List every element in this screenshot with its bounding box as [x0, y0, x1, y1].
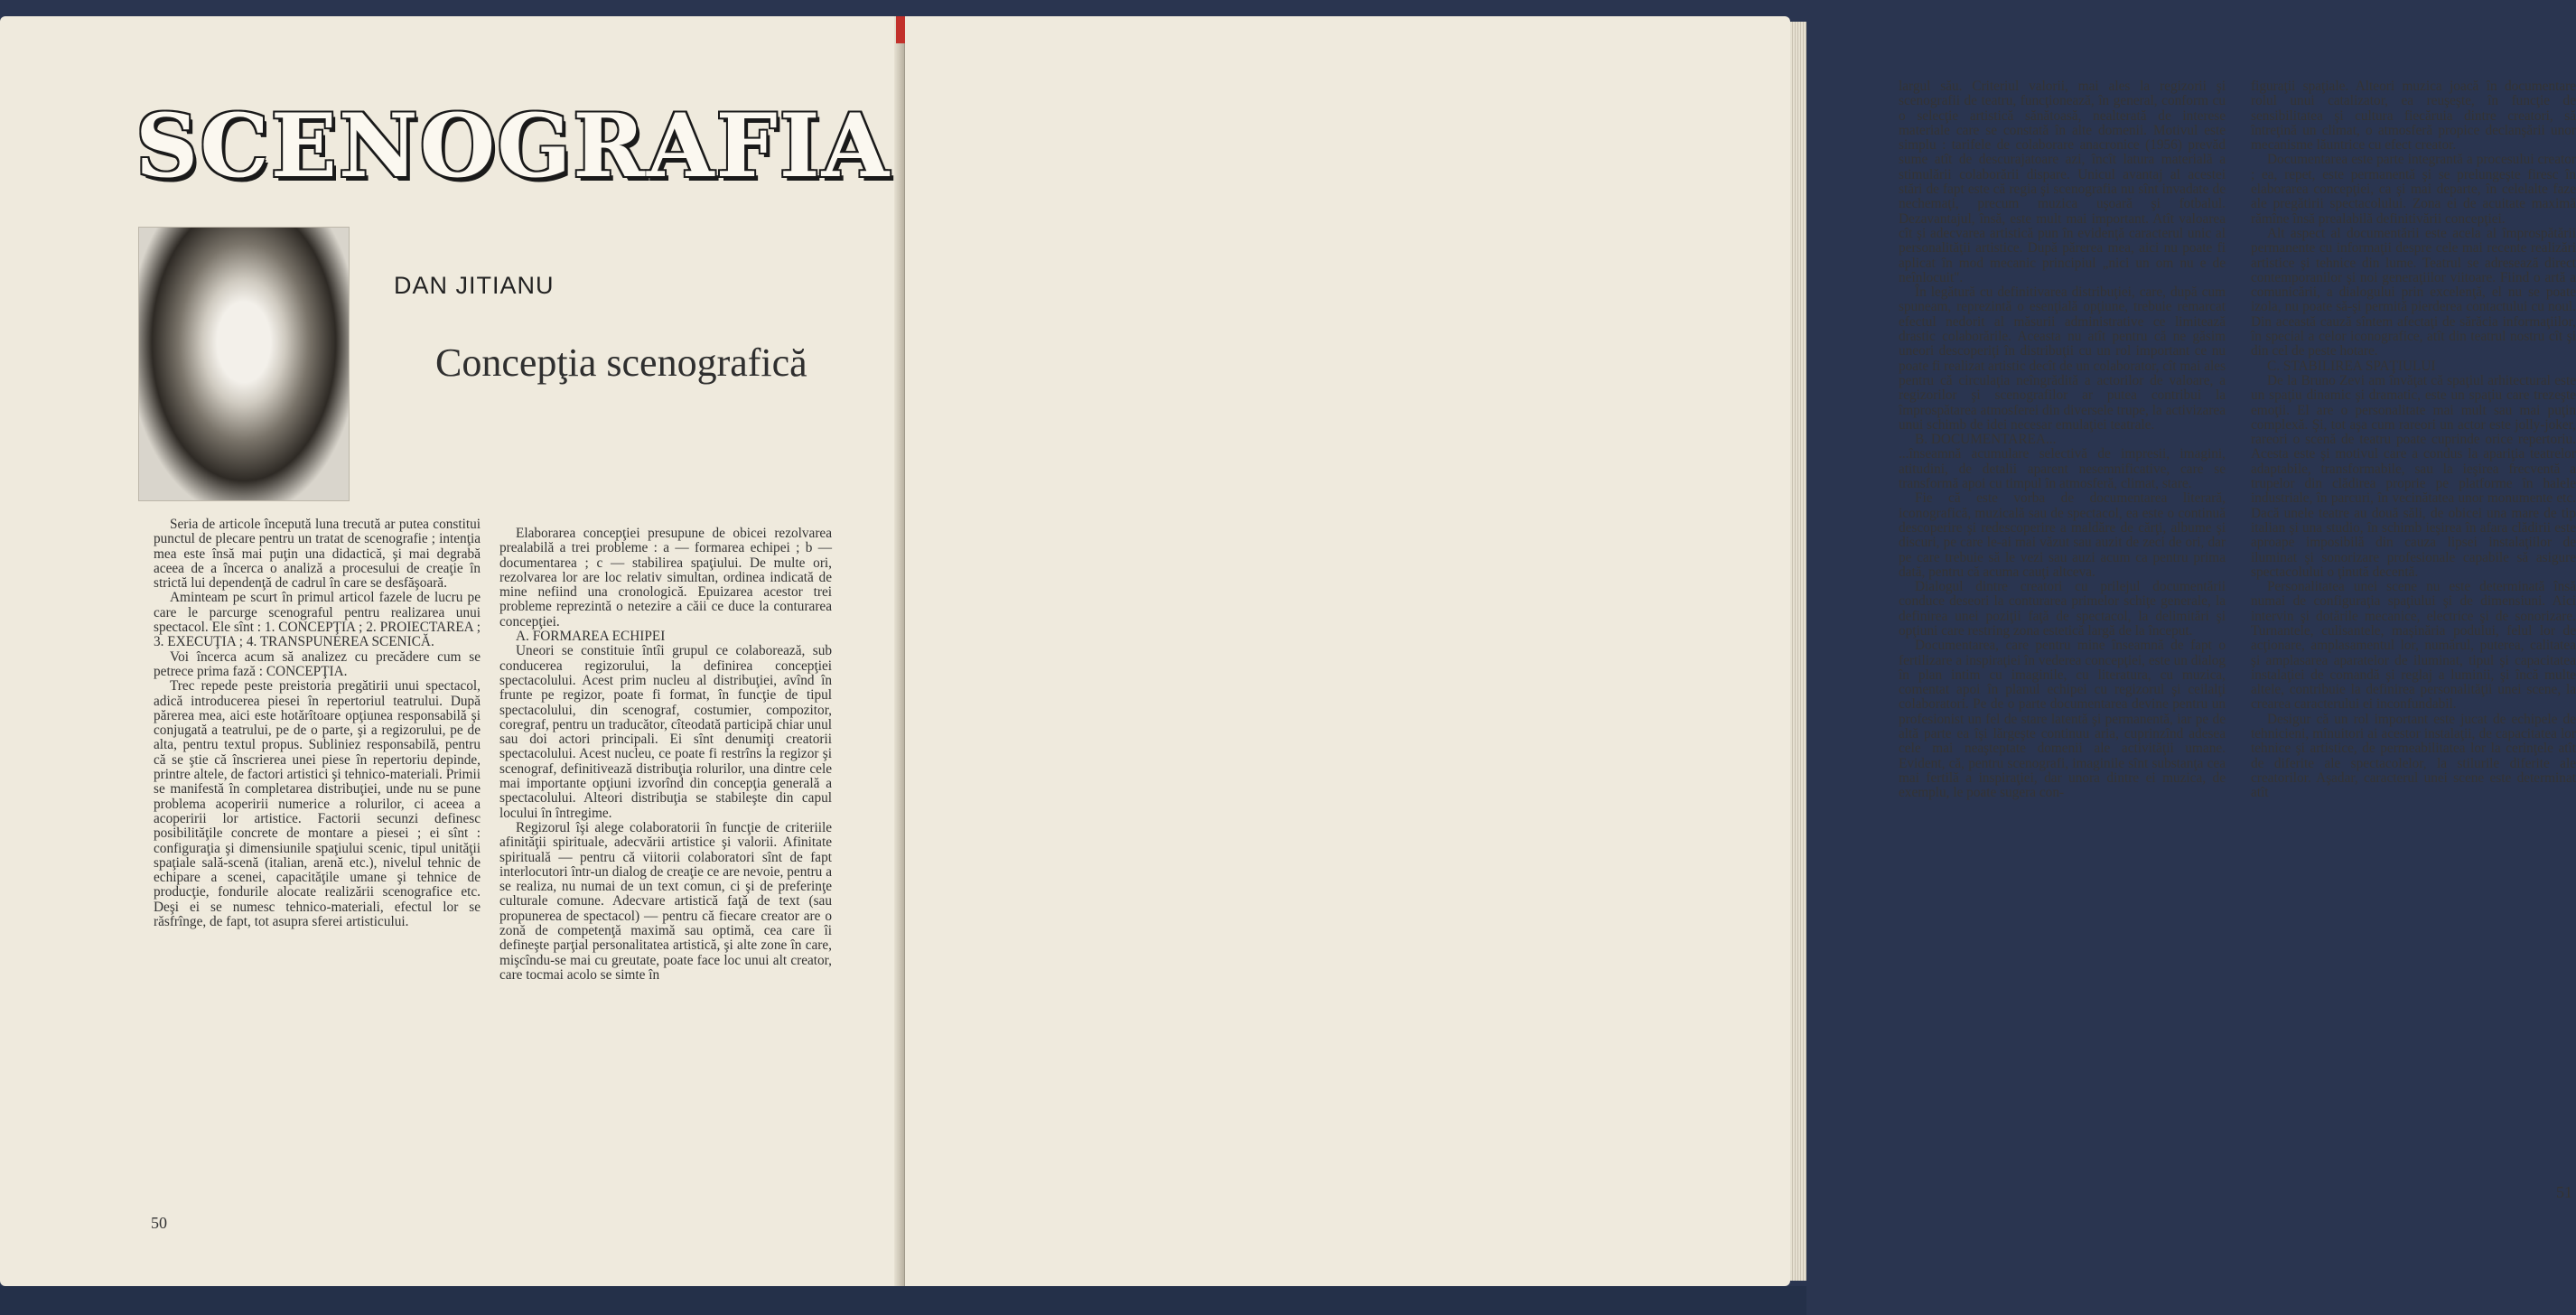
paragraph: Desigur că un rol important este jucat de echipele de tehnicieni, mînuitori ai acestor instalaţii, de capacitatea lor tehnice şi artistice, de permeabilitatea lor la cerinţele atît de diferite ale spectacolelor, la stilurile diferite ale creatorilor. Aşadar, caracterul unei scene este determinat atît [2251, 711, 2576, 801]
paragraph: Uneori se constituie întîi grupul ce colaborează, sub conducerea regizorului, la definirea concepţiei spectacolului. Acest prim nucleu al distribuţiei, avînd în frunte pe regizor, poate fi format, în funcţie de tipul spectacolului, din scenograf, costumier, compozitor, coregraf, pentru un traducător, cîteodată participă chiar unul sau doi actori principali. Ei sînt denumiţi creatorii spectacolului. Acest nucleu, ce poate fi restrîns la regizor şi scenograf, definitivează distribuţia rolurilor, una dintre cele mai importante opţiuni izvorînd din concepţia generală a spectacolului. Alteori distribuţia se stabileşte din capul locului în întregime. [499, 643, 832, 821]
magazine-spread [0, 16, 2576, 1286]
paragraph: Aminteam pe scurt în primul articol fazele de lucru pe care le parcurge scenograful pentru realizarea unui spectacol. Ele sînt : 1. CONCEPŢIA ; 2. PROIECTAREA ; 3. EXECUŢIA ; 4. TRANSPUNEREA SCENICĂ. [154, 590, 481, 650]
paragraph: Voi încerca acum să analizez cu precădere cum se petrece prima fază : CONCEPŢIA. [154, 648, 481, 679]
text-column-1 [154, 518, 481, 929]
text-column-3 [1899, 79, 2226, 801]
subheading: A. FORMAREA ECHIPEI [516, 629, 666, 645]
article-title: Concepţia scenografică [435, 340, 807, 385]
text-column-4 [2251, 79, 2576, 801]
paragraph: Fie că este vorba de documentarea literară, iconografică, muzicală sau de spectacol, ea este o continuă descoperire şi redescoperire a maldăre de cărţi, albume şi discuri, pe care le-ai mai văzut sau auzit de zeci de ori, dar pe care trebuie să le vezi sau auzi acum ca pentru prima dată, pentru că acuma cauţi altceva. [1899, 490, 2226, 580]
paragraph: largul său. Criteriul valorii, mai ales la regizorii şi scenografii de teatru, funcţionează, în general, conform cu o selecţie artistică sănătoasă, nealterată de interese materiale care se constată în alte domenii. Motivul este simplu : tarifele de colaborare anacronice (1956) prevăd sume atît de descurajatoare azi, încît latura materială a stimulării colaborării dispare. Unicul avantaj al acestei stări de fapt este că regia şi scenografia nu sînt invadate de nechemaţi, precum muzica uşoară şi fotbalul. Dezavantajul, însă, este mult mai important. Atît valoarea cît şi adecvarea artistică pun în evidenţă caracterul unic al personalităţii artistice. După părerea mea, aici nu poate fi aplicat în mod mecanic principiul „nici un om nu e de neînlocuit". [1899, 79, 2226, 285]
text-column-2 [499, 527, 832, 983]
page-number-left: 50 [151, 1214, 167, 1232]
paragraph: De la Bruno Zevi am învăţat că spaţiul arhitectural este un spaţiu dinamic şi dramatic, este un spaţiu care trezeşte emoţii. El are o personalitate mai mult sau mai puţin complexă. Şi, tot aşa cum rareori un actor este jolly-joker, rareori o scenă de teatru poate cuprinde orice repertoriu. Acesta este şi motivul care a condus la apariţia teatrelor adaptabile, transformabile, sau la ieşirea frecventă a trupelor din clădirea proprie pe platforme în halele industriale, în parcuri, în vecinătatea unor monumente etc. Dacă unele teatre au două săli, de obicei una mare de tip italian şi una studio, în schimb ieşirea în afara clădirii este aproape imposibilă din cauza lipsei instalaţiilor de iluminat şi sonorizare profesionale capabile să asigure spectacolului o ţinută decentă. [2251, 372, 2576, 580]
paragraph: Documentarea este parte integrantă a procesului creator ; ea, repet, este permanentă şi se prelungeşte firesc în elaborarea concepţiei, ca şi mai departe, în celelalte faze ale pregătirii spectacolului. Zona ei de acuitate maximă rămîne însă prealabilă definitivării concepţiei. [2251, 152, 2576, 227]
paragraph: Alt aspect al documentării este acela al împrospătării permanente cu informaţii despre cele mai recente realizări artistice şi tehnice din lume. Teatrul se adresează direct contemporanilor şi noi generaţiilor viitoare. Fiind o artă a comunicării, a dialogului prin excelenţă, el nu se poate izola, nu poate să-şi permită pierderea contactului cu noul. Din această cauză sîntem afectaţi de sărăcia informaţiilor, în special a celor iconografice, atît din teatrul nostru cît şi din cel de peste hotare. [2251, 225, 2576, 359]
paragraph: Personalitatea unei scene nu este determinată însă numai de configuraţia spaţiului şi de dimensiuni. Aici intervin şi dotările mecanice, electrice şi de sonorizare. Turnantele, culisantele, maşinăria podului, felul lor de acţionare, amplasamentul lor, numărul, puterea, calitatea şi amplasarea aparatelor de iluminat, tipul şi capacitatea instalaţiei de comandă şi reglaj a luminii, şi încă multe altele, contribuie la definirea personalităţii unei scene, la crearea caracterului ei inconfundabil. [2251, 579, 2576, 713]
right-page [905, 16, 2576, 1286]
paragraph: Seria de articole începută luna trecută ar putea constitui punctul de plecare pentru un tratat de scenografie ; intenţia mea este însă mai puţin una didactică, şi mai degrabă aceea de a încerca o analiză a procesului de creaţie în strictă lui dependenţă de cadrul în care se desfăşoară. [154, 517, 481, 592]
paragraph: Elaborarea concepţiei presupune de obicei rezolvarea prealabilă a trei probleme : a — formarea echipei ; b — documentarea ; c — stabilirea spaţiului. De multe ori, rezolvarea lor are loc relativ simultan, ordinea indicată de mine nefiind una cronologică. Epuizarea acestor trei probleme reprezintă o netezire a căii ce duce la conturarea concepţiei. [499, 526, 832, 630]
page-number-right: 51 [2556, 1183, 2572, 1201]
paragraph: Dialogul dintre creatori cu prilejul documentării conduce deseori la conturarea primelor schiţe generale, la definirea unei poziţii faţă de spectacol, la delimitări şi opţiuni care restring zona estetică largă de la început. [1899, 579, 2226, 639]
paragraph: figuraţii spaţiale. Alteori muzica joacă în documentare rolul unui catalizator, ea reuşeşte, în funcţie de sensibilitatea şi cultura fiecăruia dintre creatori, să întreţină un climat, o atmosferă propice declanşării unor mecanisme lăuntrice cu efect creator. [2251, 79, 2576, 154]
author-photo [138, 227, 350, 501]
book-cover-edge [0, 1286, 1806, 1315]
subheading: B. DOCUMENTAREA... [1915, 432, 2057, 448]
subheading: C. STABILIREA SPAŢIULUI [2267, 358, 2436, 374]
page-edges [1790, 22, 1806, 1281]
left-page [0, 16, 901, 1286]
paragraph: Regizorul îşi alege colaboratorii în funcţie de criteriile afinităţii spirituale, adecvării artistice şi valorii. Afinitate spirituală — pentru că viitorii colaboratori sînt de fapt interlocutori într-un dialog de creaţie ce are nevoie, pentru a se realiza, nu numai de un text comun, ci şi de preferinţe culturale comune. Adecvare artistică faţă de text (sau propunerea de spectacol) — pentru că fiecare creator are o zonă de competenţă maximă sau optimă, cea care îi defineşte parţial personalitatea artistică, şi alte zone în care, mişcîndu-se mai cu greutate, poate face loc unui alt creator, care tocmai acolo se simte în [499, 819, 832, 983]
author-name: DAN JITIANU [394, 272, 555, 299]
paragraph: Trec repede peste preistoria pregătirii unui spectacol, adică introducerea piesei în repertoriul teatrului. După părerea mea, aici este hotărîtoare opţiunea responsabilă şi conjugată a teatrului, pe de o parte, şi a regizorului, pe de alta, pentru textul propus. Subliniez responsabilă, pentru că se ştie că înscrierea unei piese în repertoriu depinde, printre altele, de factori artistici şi tehnico-materiali. Primii se manifestă în completarea distribuţiei, unde nu se pune problema acoperirii numerice a rolurilor, ci aceea a acoperirii lor artistice. Factorii secunzi definesc posibilităţile concrete de montare a piesei ; ei sînt : configuraţia şi dimensiunile spaţiului scenic, tipul unităţii spaţiale sală-scenă (italian, arenă etc.), nivelul tehnic de echipare a scenei, capacităţile umane şi tehnice de producţie, fondurile alocate realizării scenografice etc. Deşi ei se numesc tehnico-materiali, efectul lor se răsfrînge, de fapt, tot asupra sferei artisticului. [154, 678, 481, 930]
paragraph: ...înseamnă acumulare selectivă de impresii, imagini, atitudini, de detalii aparent nesemnificative, care se transformă apoi cu timpul în atmosferă, climat, stare. [1899, 446, 2226, 492]
paragraph: În legătură cu definitivarea distribuţiei, care, după cum spuneam, reprezintă o esenţială opţiune, trebuie remarcat efectul nedorit al măsurii administrative ce limitează drastic colaborările. Aceasta nu atît pentru că ne găsim uneori descoperiţi în distribuţii cu un rol important ce nu poate fi realizat artistic decît de un colaborator, cît mai ales pentru că circulaţia neîngrădită a actorilor de valoare, a regizorilor şi scenografilor ar putea contribui la împrospătarea atmosferei din diversele trupe, la activizarea unui schimb de idei necesar emulaţiei teatrale. [1899, 284, 2226, 433]
section-title: SCENOGRAFIA [135, 95, 891, 197]
paragraph: Documentarea, care pentru mine înseamnă de fapt o fertilizare a inspiraţiei în vederea concepţiei, este un dialog în plan intim cu imaginile, cu literatura, cu muzica, comentat apoi în planul echipei cu regizorul şi ceilalţi colaboratori. Pe de o parte documentarea devine pentru un profesionist un fel de stare latentă şi permanentă, iar pe de altă parte ea îşi lărgeşte continuu aria, cuprinzînd adesea cele mai neaşteptate domenii ale activităţii umane. Evident, că, pentru scenografi, imaginile sînt substanţa cea mai fertilă a inspiraţiei, dar unora dintre ei muzica, de exemplu, le poate sugera con- [1899, 638, 2226, 801]
